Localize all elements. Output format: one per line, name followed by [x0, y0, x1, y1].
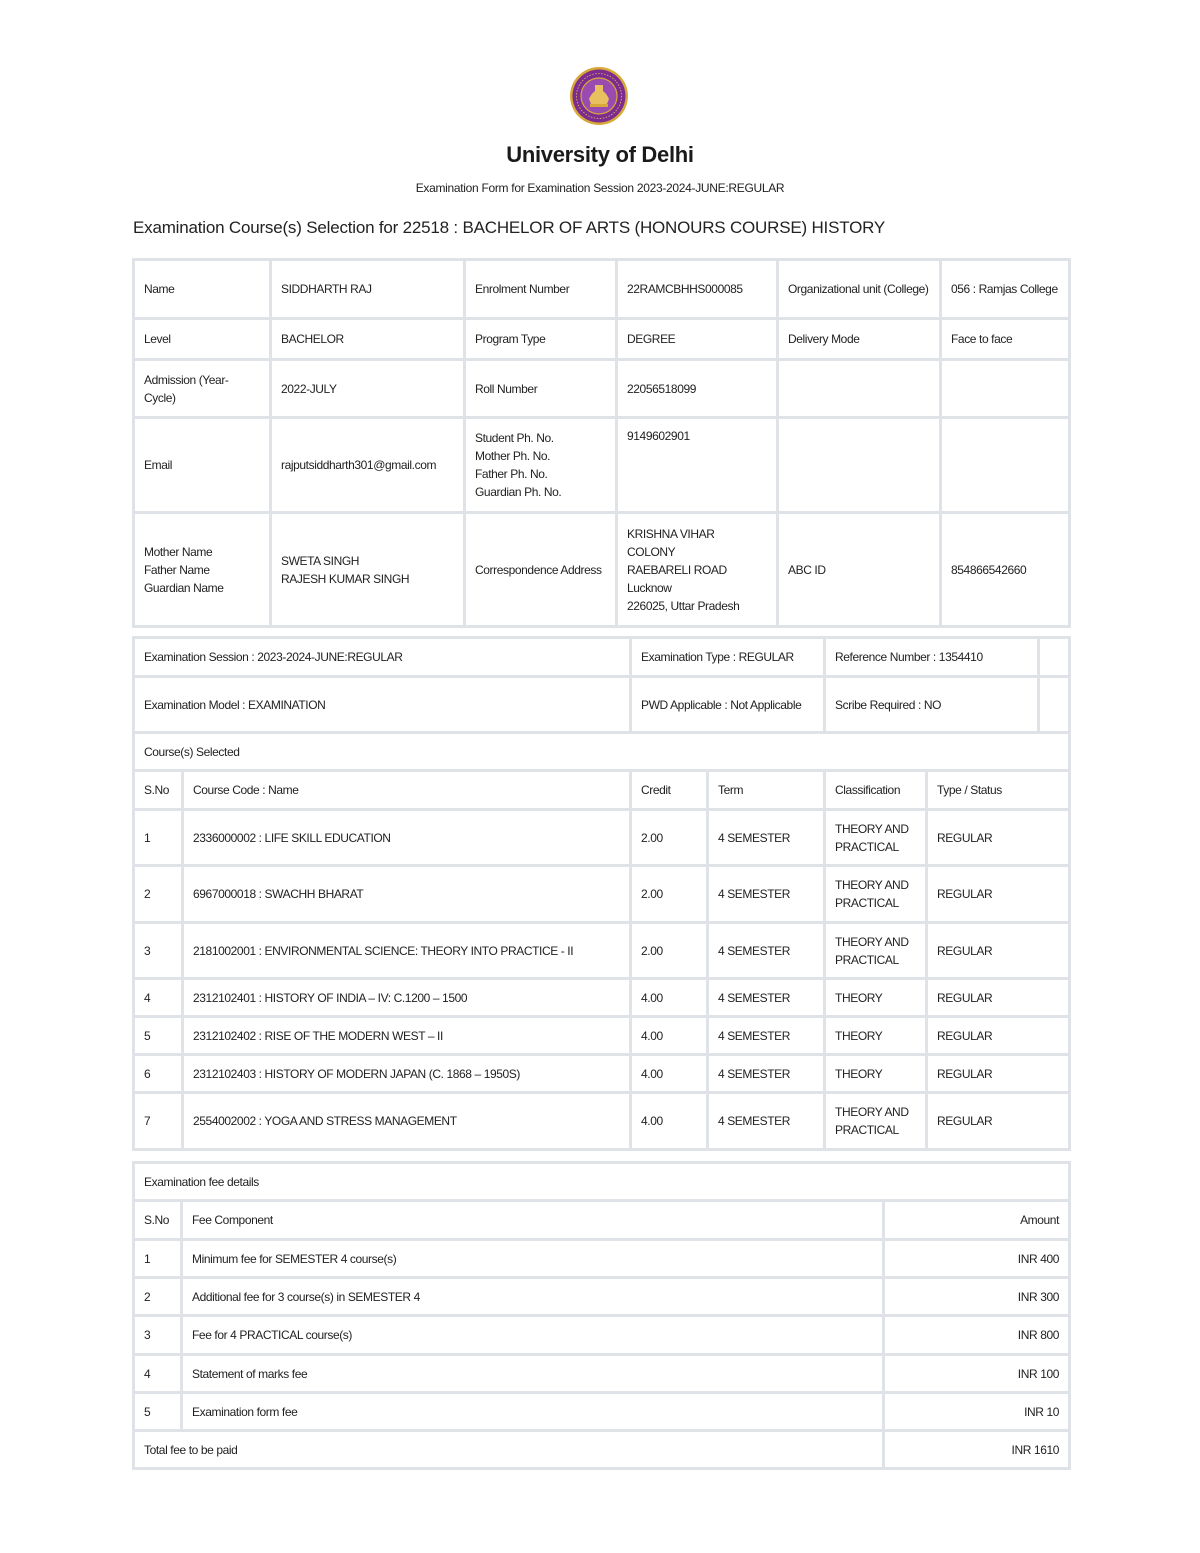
mother-name-value: SWETA SINGH	[281, 553, 360, 568]
column-header: S.No	[134, 771, 183, 810]
course-classification: THEORY AND PRACTICAL	[825, 923, 927, 979]
abc-id-value: 854866542660	[941, 513, 1070, 627]
father-phone-label: Father Ph. No.	[475, 467, 548, 481]
fee-header-row	[134, 1201, 1070, 1240]
course-term: 4 SEMESTER	[708, 979, 825, 1017]
email-label: Email	[134, 418, 271, 513]
fee-component: Minimum fee for SEMESTER 4 course(s)	[182, 1240, 884, 1278]
course-name: 2312102401 : HISTORY OF INDIA – IV: C.1200 – 1500	[183, 979, 631, 1017]
course-credit: 4.00	[631, 1093, 708, 1150]
parent-labels	[134, 513, 271, 627]
guardian-phone-label: Guardian Ph. No.	[475, 485, 562, 499]
admission-value: 2022-JULY	[271, 360, 465, 418]
program-type-value: DEGREE	[617, 319, 778, 360]
total-row	[134, 1431, 1070, 1469]
pwd-applicable: PWD Applicable : Not Applicable	[631, 677, 825, 733]
fee-amount: INR 800	[884, 1316, 1070, 1355]
course-status: REGULAR	[927, 866, 1070, 923]
column-header: Term	[708, 771, 825, 810]
fee-sno: 4	[134, 1355, 182, 1393]
admission-label: Admission (Year-Cycle)	[134, 360, 271, 418]
address-label: Correspondence Address	[465, 513, 617, 627]
total-label: Total fee to be paid	[134, 1431, 884, 1469]
empty-cell	[941, 360, 1070, 418]
course-sno: 6	[134, 1055, 183, 1093]
courses-header-row	[134, 771, 1070, 810]
roll-value: 22056518099	[617, 360, 778, 418]
fee-amount: INR 10	[884, 1393, 1070, 1431]
course-name: 2181002001 : ENVIRONMENTAL SCIENCE: THEORY INTO PRACTICE - II	[183, 923, 631, 979]
empty-cell	[778, 360, 941, 418]
abc-id-label: ABC ID	[778, 513, 941, 627]
column-header: S.No	[134, 1201, 182, 1240]
level-value: BACHELOR	[271, 319, 465, 360]
table-row	[134, 1093, 1070, 1150]
course-classification: THEORY AND PRACTICAL	[825, 1093, 927, 1150]
course-sno: 2	[134, 866, 183, 923]
course-term: 4 SEMESTER	[708, 810, 825, 866]
course-sno: 3	[134, 923, 183, 979]
fee-amount: INR 100	[884, 1355, 1070, 1393]
course-status: REGULAR	[927, 923, 1070, 979]
table-row	[134, 1017, 1070, 1055]
table-row	[134, 979, 1070, 1017]
course-credit: 4.00	[631, 1017, 708, 1055]
course-classification: THEORY AND PRACTICAL	[825, 810, 927, 866]
course-status: REGULAR	[927, 810, 1070, 866]
table-row	[134, 810, 1070, 866]
courses-table	[132, 636, 1071, 1151]
course-credit: 2.00	[631, 866, 708, 923]
scribe-required: Scribe Required : NO	[825, 677, 1039, 733]
table-row	[134, 1316, 1070, 1355]
guardian-name-label: Guardian Name	[144, 580, 224, 595]
table-row	[134, 1393, 1070, 1431]
org-label: Organizational unit (College)	[778, 260, 941, 319]
course-name: 6967000018 : SWACHH BHARAT	[183, 866, 631, 923]
name-value: SIDDHARTH RAJ	[271, 260, 465, 319]
fee-component: Fee for 4 PRACTICAL course(s)	[182, 1316, 884, 1355]
mother-phone-label: Mother Ph. No.	[475, 449, 551, 463]
empty-cell	[778, 418, 941, 513]
program-type-label: Program Type	[465, 319, 617, 360]
mother-name-label: Mother Name	[144, 544, 213, 559]
fee-table	[132, 1161, 1071, 1470]
reference-number: Reference Number : 1354410	[825, 638, 1039, 677]
student-phone-value: 9149602901	[617, 418, 778, 513]
course-name: 2312102402 : RISE OF THE MODERN WEST – II	[183, 1017, 631, 1055]
column-header: Course Code : Name	[183, 771, 631, 810]
courses-heading: Course(s) Selected	[134, 733, 1070, 771]
course-status: REGULAR	[927, 1055, 1070, 1093]
delivery-label: Delivery Mode	[778, 319, 941, 360]
course-term: 4 SEMESTER	[708, 866, 825, 923]
fee-amount: INR 400	[884, 1240, 1070, 1278]
exam-session: Examination Session : 2023-2024-JUNE:REGULAR	[134, 638, 631, 677]
course-sno: 7	[134, 1093, 183, 1150]
column-header: Amount	[884, 1201, 1070, 1240]
fee-sno: 5	[134, 1393, 182, 1431]
total-amount: INR 1610	[884, 1431, 1070, 1469]
empty-cell	[1039, 677, 1070, 733]
column-header: Type / Status	[927, 771, 1070, 810]
page-title: University of Delhi	[506, 142, 694, 167]
address-value	[617, 513, 778, 627]
course-sno: 4	[134, 979, 183, 1017]
course-name: 2554002002 : YOGA AND STRESS MANAGEMENT	[183, 1093, 631, 1150]
table-row	[134, 866, 1070, 923]
course-status: REGULAR	[927, 979, 1070, 1017]
email-value: rajputsiddharth301@gmail.com	[271, 418, 465, 513]
course-sno: 5	[134, 1017, 183, 1055]
student-details-table	[132, 258, 1071, 628]
table-row	[134, 1278, 1070, 1316]
phone-labels	[465, 418, 617, 513]
fee-amount: INR 300	[884, 1278, 1070, 1316]
parent-values	[271, 513, 465, 627]
father-name-label: Father Name	[144, 562, 210, 577]
column-header: Credit	[631, 771, 708, 810]
enrolment-label: Enrolment Number	[465, 260, 617, 319]
course-classification: THEORY AND PRACTICAL	[825, 866, 927, 923]
course-credit: 4.00	[631, 1055, 708, 1093]
address-line: COLONY	[627, 544, 676, 559]
table-row	[134, 1355, 1070, 1393]
fee-heading: Examination fee details	[134, 1163, 1070, 1201]
address-line: RAEBARELI ROAD	[627, 562, 727, 577]
table-row	[134, 1055, 1070, 1093]
father-name-value: RAJESH KUMAR SINGH	[281, 571, 410, 586]
course-term: 4 SEMESTER	[708, 1093, 825, 1150]
address-line: KRISHNA VIHAR	[627, 526, 715, 541]
course-classification: THEORY	[825, 1017, 927, 1055]
course-selection-heading: Examination Course(s) Selection for 22518 : BACHELOR OF ARTS (HONOURS COURSE) HISTORY	[133, 218, 886, 237]
enrolment-value: 22RAMCBHHS000085	[617, 260, 778, 319]
delivery-value: Face to face	[941, 319, 1070, 360]
fee-sno: 2	[134, 1278, 182, 1316]
student-phone-label: Student Ph. No.	[475, 431, 554, 445]
course-name: 2336000002 : LIFE SKILL EDUCATION	[183, 810, 631, 866]
address-line: 226025, Uttar Pradesh	[627, 598, 740, 613]
level-label: Level	[134, 319, 271, 360]
course-term: 4 SEMESTER	[708, 923, 825, 979]
fee-component: Examination form fee	[182, 1393, 884, 1431]
table-row	[134, 1240, 1070, 1278]
address-line: Lucknow	[627, 580, 672, 595]
column-header: Classification	[825, 771, 927, 810]
roll-label: Roll Number	[465, 360, 617, 418]
empty-cell	[1039, 638, 1070, 677]
university-seal-icon	[568, 67, 632, 127]
course-classification: THEORY	[825, 1055, 927, 1093]
fee-sno: 3	[134, 1316, 182, 1355]
fee-component: Additional fee for 3 course(s) in SEMESTER 4	[182, 1278, 884, 1316]
university-logo	[568, 67, 632, 127]
org-value: 056 : Ramjas College	[941, 260, 1070, 319]
course-name: 2312102403 : HISTORY OF MODERN JAPAN (C. 1868 – 1950S)	[183, 1055, 631, 1093]
course-credit: 4.00	[631, 979, 708, 1017]
column-header: Fee Component	[182, 1201, 884, 1240]
form-subtitle: Examination Form for Examination Session 2023-2024-JUNE:REGULAR	[415, 181, 785, 195]
course-status: REGULAR	[927, 1017, 1070, 1055]
course-status: REGULAR	[927, 1093, 1070, 1150]
table-row	[134, 923, 1070, 979]
course-credit: 2.00	[631, 810, 708, 866]
name-label: Name	[134, 260, 271, 319]
empty-cell	[941, 418, 1070, 513]
fee-sno: 1	[134, 1240, 182, 1278]
exam-model: Examination Model : EXAMINATION	[134, 677, 631, 733]
fee-component: Statement of marks fee	[182, 1355, 884, 1393]
course-sno: 1	[134, 810, 183, 866]
course-term: 4 SEMESTER	[708, 1017, 825, 1055]
exam-type: Examination Type : REGULAR	[631, 638, 825, 677]
course-classification: THEORY	[825, 979, 927, 1017]
course-term: 4 SEMESTER	[708, 1055, 825, 1093]
course-credit: 2.00	[631, 923, 708, 979]
